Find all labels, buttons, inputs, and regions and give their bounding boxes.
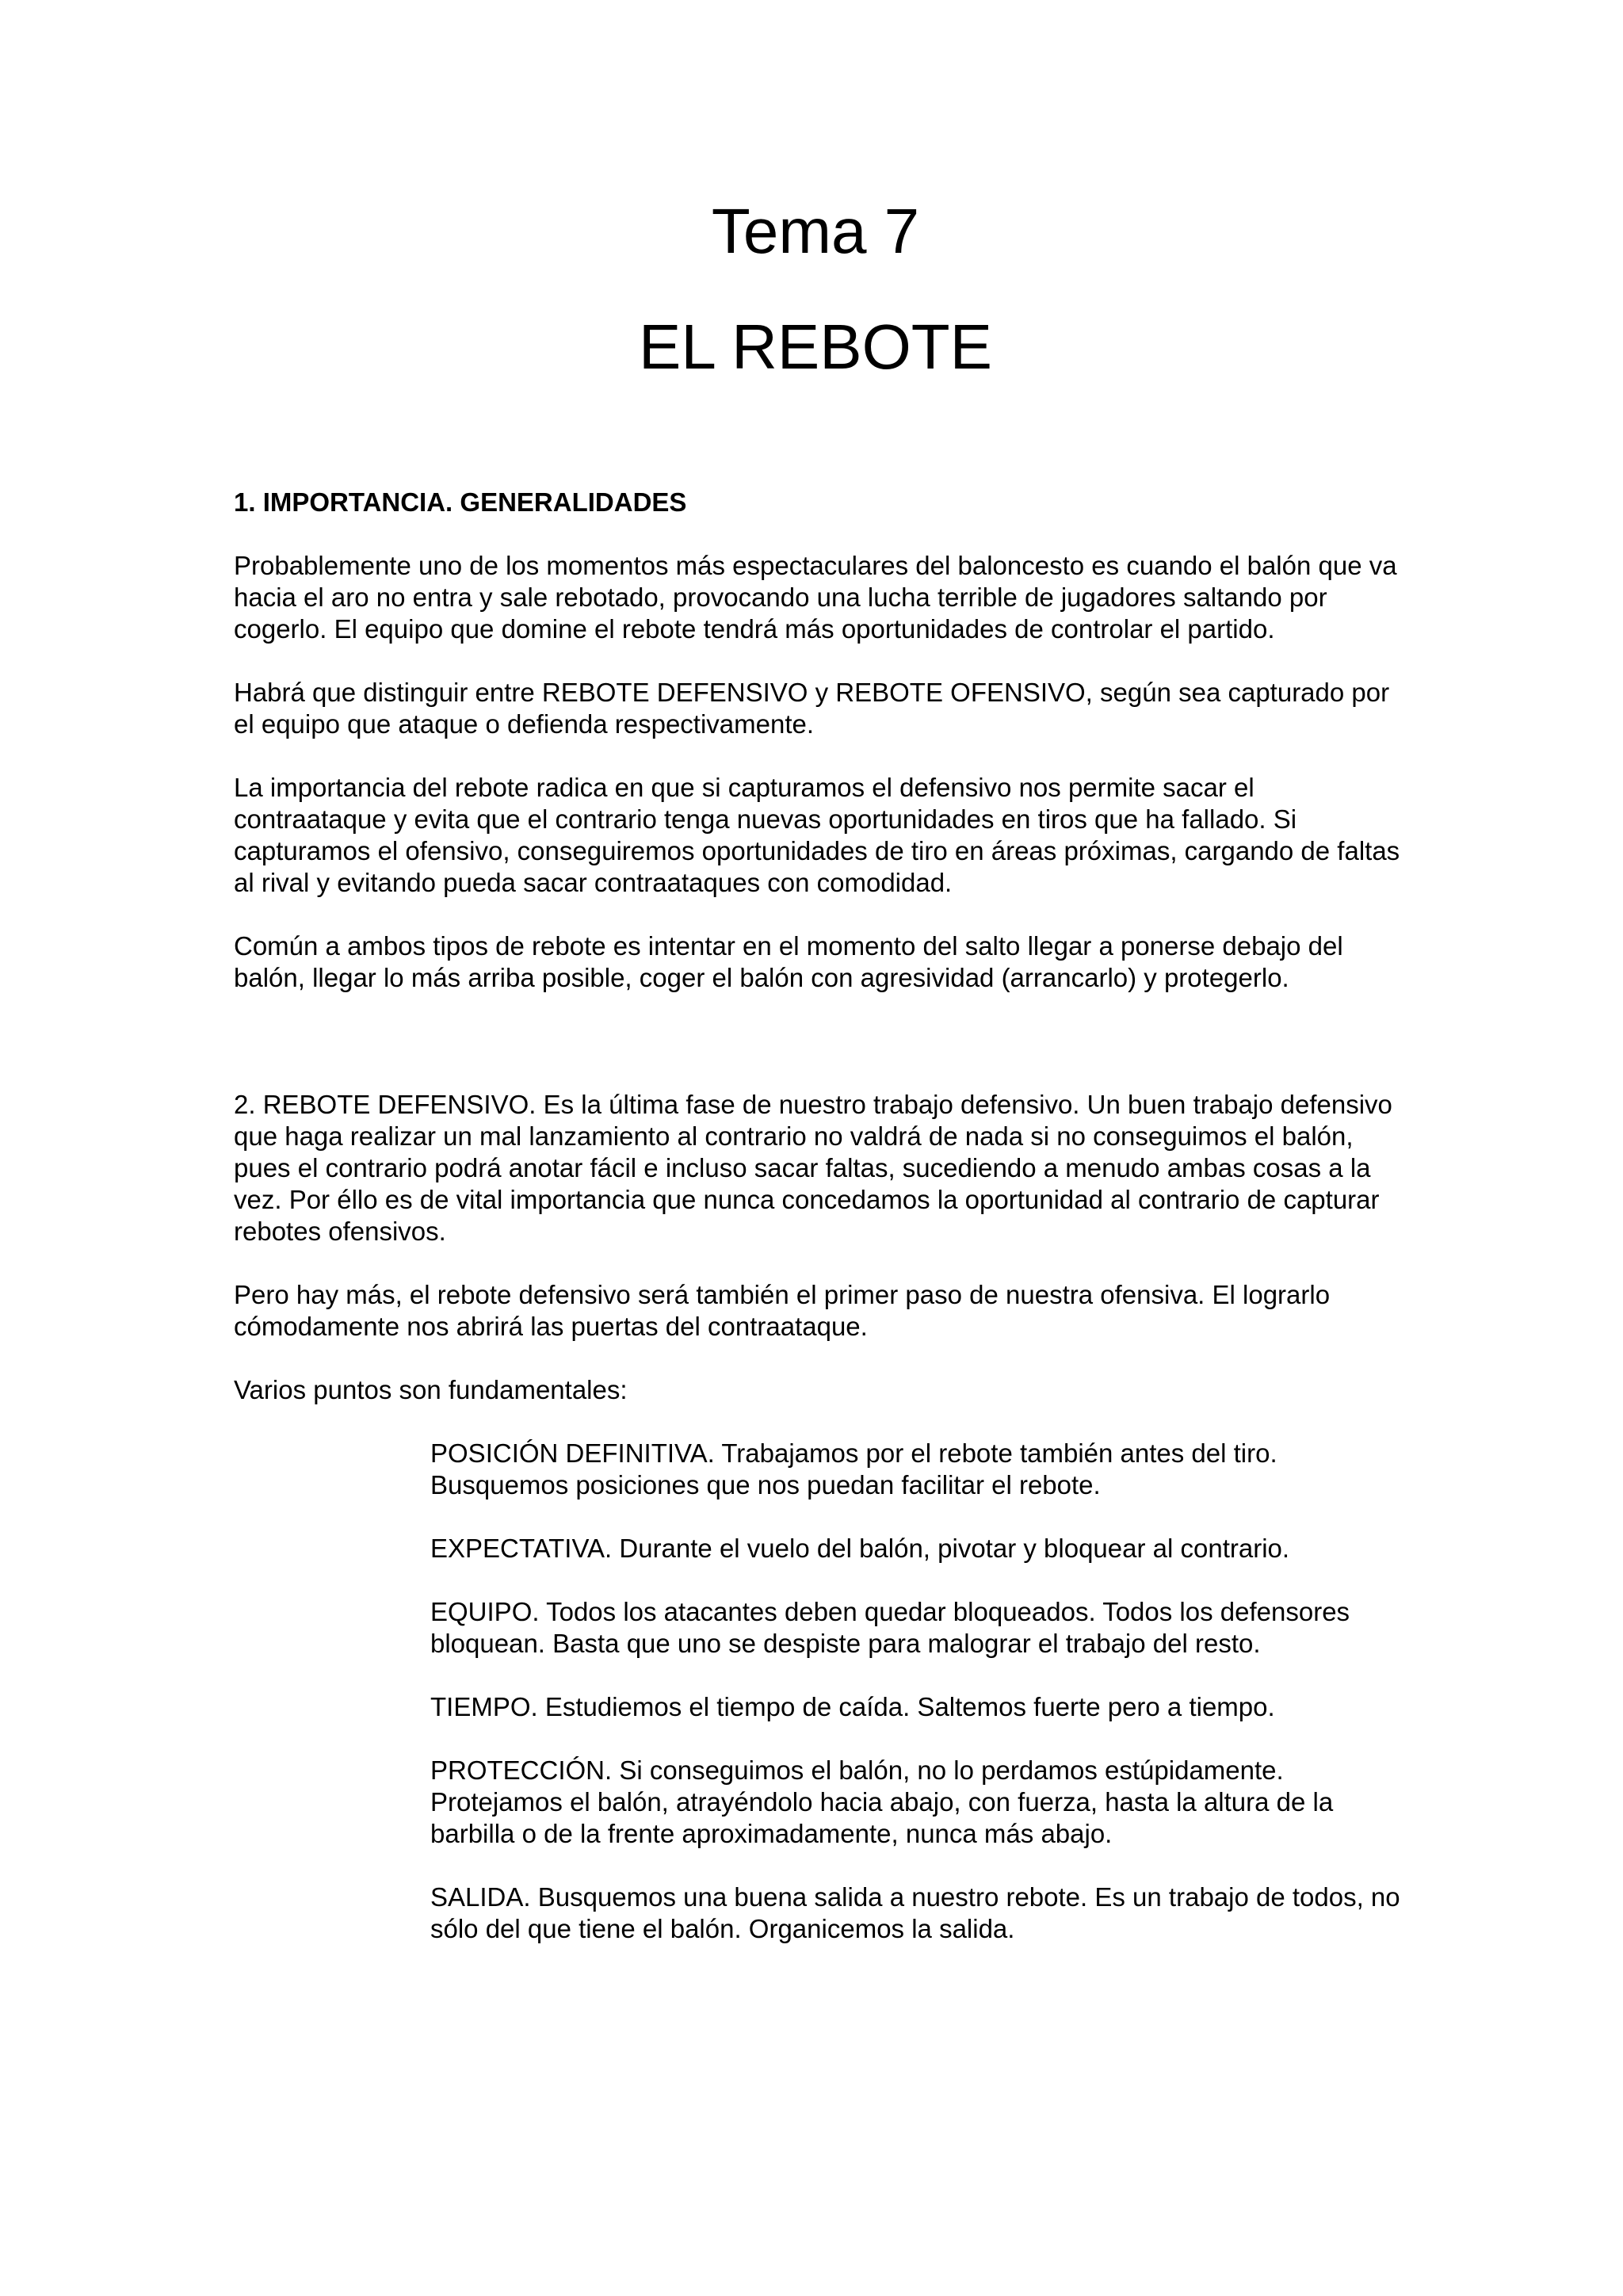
document-body — [234, 487, 1407, 1945]
point-tiempo: TIEMPO. Estudiemos el tiempo de caída. Saltemos fuerte pero a tiempo. — [430, 1692, 1275, 1721]
point-equipo: EQUIPO. Todos los atacantes deben quedar bloqueados. Todos los defensores bloquean. Basta que uno se despiste para malograr el trabajo del resto. — [430, 1597, 1350, 1658]
point-proteccion: PROTECCIÓN. Si conseguimos el balón, no lo perdamos estúpidamente. Protejamos el balón, atrayéndolo hacia abajo, con fuerza, hasta la altura de la barbilla o de la frente aproximadamente, nunca más abajo. — [430, 1755, 1334, 1848]
section-2-paragraph-3: Varios puntos son fundamentales: — [234, 1375, 628, 1404]
section-1-heading: 1. IMPORTANCIA. GENERALIDADES — [234, 487, 687, 517]
section-1-paragraph-2: Habrá que distinguir entre REBOTE DEFENSIVO y REBOTE OFENSIVO, según sea capturado por el equipo que ataque o defienda respectivamente. — [234, 678, 1390, 739]
point-salida: SALIDA. Busquemos una buena salida a nuestro rebote. Es un trabajo de todos, no sólo del que tiene el balón. Organicemos la salida. — [430, 1882, 1400, 1943]
section-2-paragraph-1: 2. REBOTE DEFENSIVO. Es la última fase de nuestro trabajo defensivo. Un buen trabajo defensivo que haga realizar un mal lanzamiento al contrario no valdrá de nada si no conseguimos el balón, pues el contrario podrá anotar fácil e incluso sacar faltas, sucediendo a menudo ambas cosas a la vez. Por éllo es de vital importancia que nunca concedamos la oportunidad al contrario de capturar rebotes ofensivos. — [234, 1090, 1392, 1246]
point-expectativa: EXPECTATIVA. Durante el vuelo del balón, pivotar y bloquear al contrario. — [430, 1534, 1290, 1563]
section-1-paragraph-3: La importancia del rebote radica en que si capturamos el defensivo nos permite sacar el contraataque y evita que el contrario tenga nuevas oportunidades en tiros que ha fallado. Si capturamos el ofensivo, conseguiremos oportunidades de tiro en áreas próximas, cargando de faltas al rival y evitando pueda sacar contraataques con comodidad. — [234, 773, 1400, 897]
document-title-topic: Tema 7 — [711, 196, 920, 266]
section-2-paragraph-2: Pero hay más, el rebote defensivo será también el primer paso de nuestra ofensiva. El lograrlo cómodamente nos abrirá las puertas del contraataque. — [234, 1280, 1331, 1341]
document-title-main: EL REBOTE — [638, 311, 993, 382]
section-1-paragraph-1: Probablemente uno de los momentos más espectaculares del baloncesto es cuando el balón que va hacia el aro no entra y sale rebotado, provocando una lucha terrible de jugadores saltando por cogerlo. El equipo que domine el rebote tendrá más oportunidades de controlar el partido. — [234, 551, 1397, 644]
point-posicion-definitiva: POSICIÓN DEFINITIVA. Trabajamos por el rebote también antes del tiro. Busquemos posiciones que nos puedan facilitar el rebote. — [430, 1438, 1277, 1499]
section-1-paragraph-4: Común a ambos tipos de rebote es intentar en el momento del salto llegar a ponerse debajo del balón, llegar lo más arriba posible, coger el balón con agresividad (arrancarlo) y protegerlo. — [234, 931, 1343, 992]
